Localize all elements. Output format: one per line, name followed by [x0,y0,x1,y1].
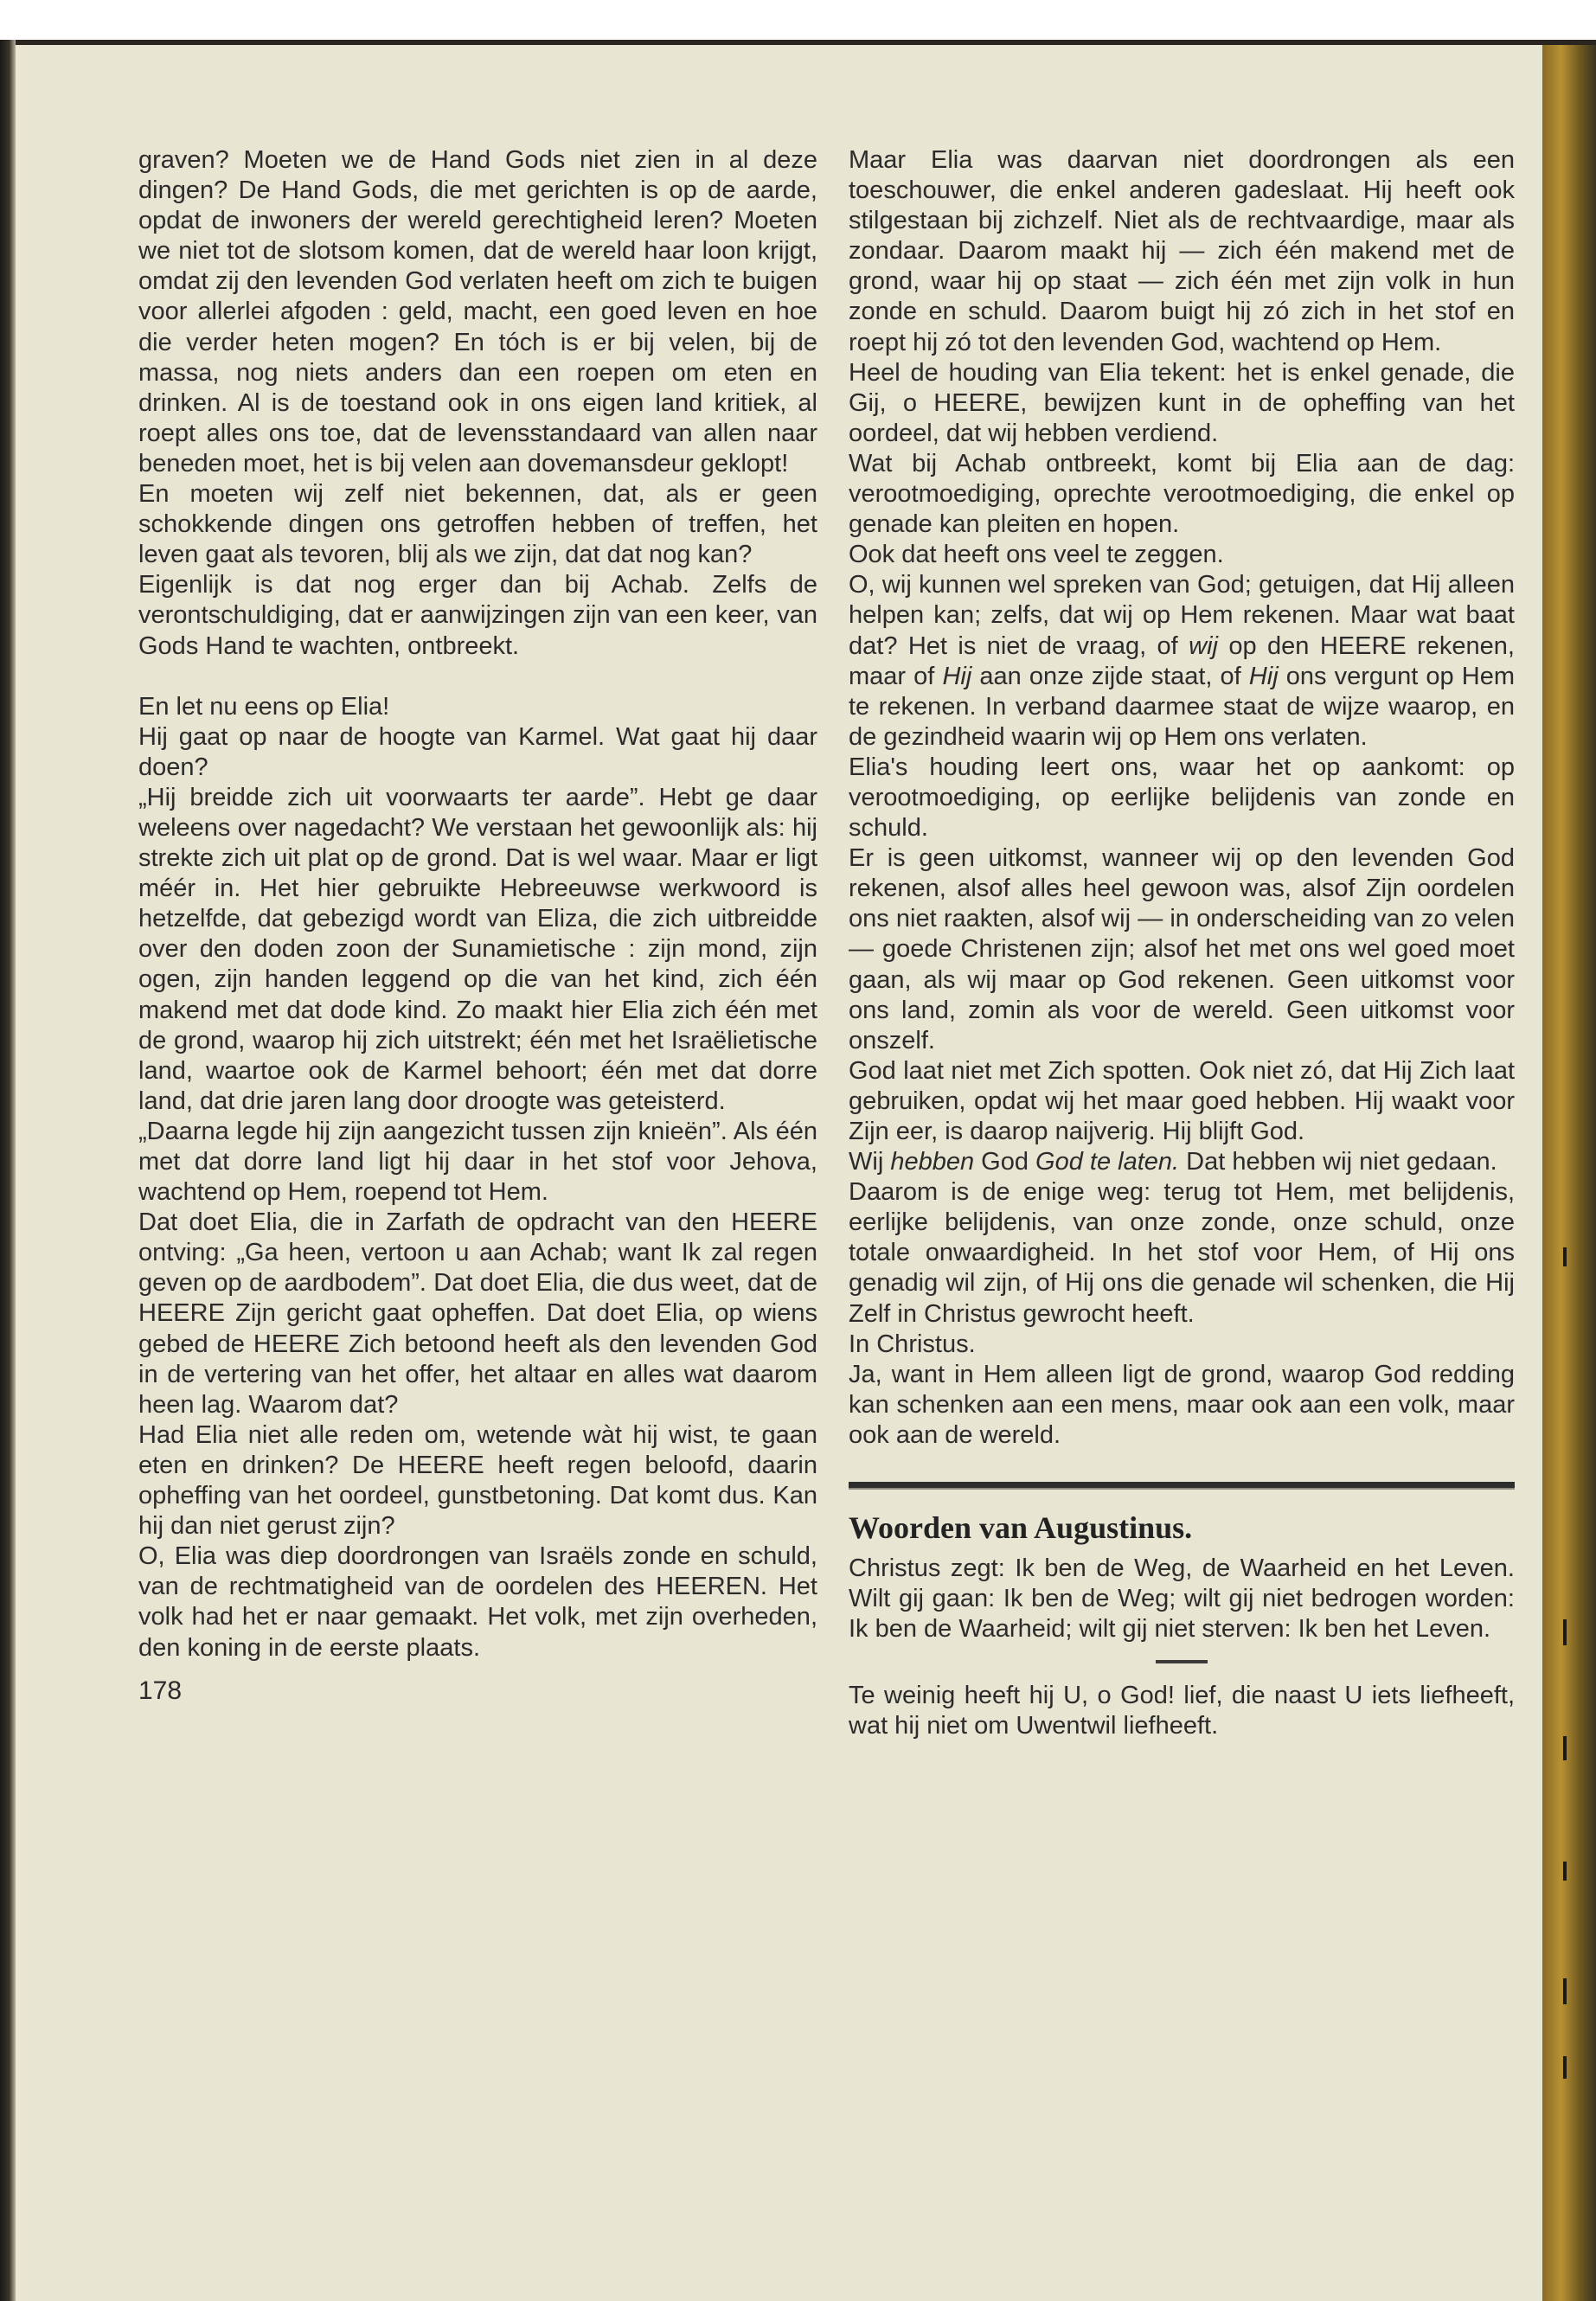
right-text-column [849,145,1515,1742]
left-text-column [138,145,817,1706]
paragraph: En let nu eens op Elia! [138,692,390,721]
paragraph: O, Elia was diep doordrongen van Israëls zonde en schuld, van de rechtmatigheid van de oordelen des HEEREN. Het volk had het er naar gemaakt. Het volk, met zijn overheden, den koning in de eerste plaats. [138,1542,817,1662]
closing-quote: Te weinig heeft hij U, o God! lief, die naast U iets liefheeft, wat hij niet om Uwentwil liefheeft. [849,1682,1515,1740]
scan-top-margin [0,0,1596,42]
paragraph: Heel de houding van Elia tekent: het is enkel genade, die Gij, o HEERE, bewijzen kunt in de opheffing van het oordeel, dat wij hebben verdiend. [849,358,1515,447]
book-binding-edge [1542,45,1596,2301]
paragraph: Hij gaat op naar de hoogte van Karmel. Wat gaat hij daar doen? [138,722,817,781]
paragraph: Ook dat heeft ons veel te zeggen. [849,541,1224,569]
paragraph: „Hij breidde zich uit voorwaarts ter aarde”. Hebt ge daar weleens over nagedacht? We verstaan het gewoonlijk als: hij strekte zich uit plat op de grond. Dat is wel waar. Maar er ligt méér in. Het hier gebruikte Hebreeuwse werkwoord is hetzelfde, dat gebezigd wordt van Eliza, die zich uitbreidde over den doden zoon der Sunamietische : zijn mond, zijn ogen, zijn handen leggend op die van het kind, zich één makend met dat dode kind. Zo maakt hier Elia zich één met de grond, waarop hij zich uitstrekt; één met het Israëlietische land, waartoe ook de Karmel behoort; één met dat dorre land, dat drie jaren lang door droogte was geteisterd. [138,783,817,1115]
paragraph: God laat niet met Zich spotten. Ook niet zó, dat Hij Zich laat gebruiken, opdat wij het maar goed hebben. Hij waakt voor Zijn eer, is daarop naijverig. Hij blijft God. [849,1056,1515,1145]
paragraph-with-emphasis: Wij hebben God God te laten. Dat hebben wij niet gedaan. [849,1148,1497,1176]
page-number: 178 [138,1676,183,1705]
page-left-edge [0,40,16,2301]
section-divider [849,1482,1515,1490]
paragraph: Elia's houding leert ons, waar het op aankomt: op verootmoediging, op eerlijke belijdenis van zonde en schuld. [849,753,1515,843]
section-heading: Woorden van Augustinus. [849,1510,1193,1546]
paragraph: En moeten wij zelf niet bekennen, dat, als er geen schokkende dingen ons getroffen hebben of treffen, het leven gaat als tevoren, blij als we zijn, dat dat nog kan? [138,480,817,569]
paragraph: In Christus. [849,1330,976,1358]
short-divider [1156,1660,1208,1663]
augustinus-quote: Christus zegt: Ik ben de Weg, de Waarheid en het Leven. Wilt gij gaan: Ik ben de Weg; wilt gij niet bedrogen worden: Ik ben de Waarheid; wilt gij niet sterven: Ik ben het Leven. [849,1554,1515,1644]
paragraph: „Daarna legde hij zijn aangezicht tussen zijn knieën”. Als één met dat dorre land ligt hij daar in het stof voor Jehova, wachtend op Hem, roepend tot Hem. [138,1117,817,1207]
paragraph: Eigenlijk is dat nog erger dan bij Achab. Zelfs de verontschuldiging, dat er aanwijzingen zijn van een keer, van Gods Hand te wachten, ontbreekt. [138,571,817,660]
paragraph: Had Elia niet alle reden om, wetende wàt hij wist, te gaan eten en drinken? De HEERE heeft regen beloofd, daarin opheffing van het oordeel, gunstbetoning. Dat komt dus. Kan hij dan niet gerust zijn? [138,1420,817,1541]
paragraph: Daarom is de enige weg: terug tot Hem, met belijdenis, eerlijke belijdenis, van onze zonde, onze schuld, onze totale onwaardigheid. In het stof voor Hem, of Hij ons genadig wil zijn, of Hij ons die genade wil schenken, die Hij Zelf in Christus gewrocht heeft. [849,1178,1515,1328]
paragraph: Er is geen uitkomst, wanneer wij op den levenden God rekenen, alsof alles heel gewoon was, alsof Zijn oordelen ons niet raakten, alsof wij — in onderscheiding van zo velen — goede Christenen zijn; alsof het met ons wel goed moet gaan, als wij maar op God rekenen. Geen uitkomst voor ons land, zomin als voor de wereld. Geen uitkomst voor onszelf. [849,844,1515,1054]
paragraph: Ja, want in Hem alleen ligt de grond, waarop God redding kan schenken aan een mens, maar ook aan een volk, maar ook aan de wereld. [849,1360,1515,1449]
paragraph: Dat doet Elia, die in Zarfath de opdracht van den HEERE ontving: „Ga heen, vertoon u aan Achab; want Ik zal regen geven op de aardbodem”. Dat doet Elia, die dus weet, dat de HEERE Zijn gericht gaat opheffen. Dat doet Elia, op wiens gebed de HEERE Zich betoond heeft als den levenden God in de vertering van het offer, het altaar en alles wat daarom heen lag. Waarom dat? [138,1208,817,1419]
paragraph-with-emphasis: O, wij kunnen wel spreken van God; getuigen, dat Hij alleen helpen kan; zelfs, dat wij op Hem rekenen. Maar wat baat dat? Het is niet de vraag, of wij op den HEERE rekenen, maar of Hij aan onze zijde staat, of Hij ons vergunt op Hem te rekenen. In verband daarmee staat de wijze waarop, en de gezindheid waarin wij op Hem ons verlaten. [849,571,1516,751]
paragraph: Maar Elia was daarvan niet doordrongen als een toeschouwer, die enkel anderen gadeslaat. Hij heeft ook stilgestaan bij zichzelf. Niet als de rechtvaardige, maar als zondaar. Daarom maakt hij — zich één makend met de grond, waar hij op staat — zich één met zijn volk in hun zonde en schuld. Daarom buigt hij zó zich in het stof en roept hij zó tot den levenden God, wachtend op Hem. [849,146,1515,356]
paragraph: graven? Moeten we de Hand Gods niet zien in al deze dingen? De Hand Gods, die met gerichten is op de aarde, opdat de inwoners der wereld gerechtigheid leren? Moeten we niet tot de slotsom komen, dat de wereld haar loon krijgt, omdat zij den levenden God verlaten heeft om zich te buigen voor allerlei afgoden : geld, macht, een goed leven en hoe die verder heten mogen? En tóch is er bij velen, bij de massa, nog niets anders dan een roepen om eten en drinken. Al is de toestand ook in ons eigen land kritiek, al roept alles ons toe, dat de levensstandaard van allen naar beneden moet, het is bij velen aan dovemansdeur geklopt! [138,146,817,478]
paragraph: Wat bij Achab ontbreekt, komt bij Elia aan de dag: verootmoediging, oprechte verootmoediging, die enkel op genade kan pleiten en hopen. [849,449,1515,539]
